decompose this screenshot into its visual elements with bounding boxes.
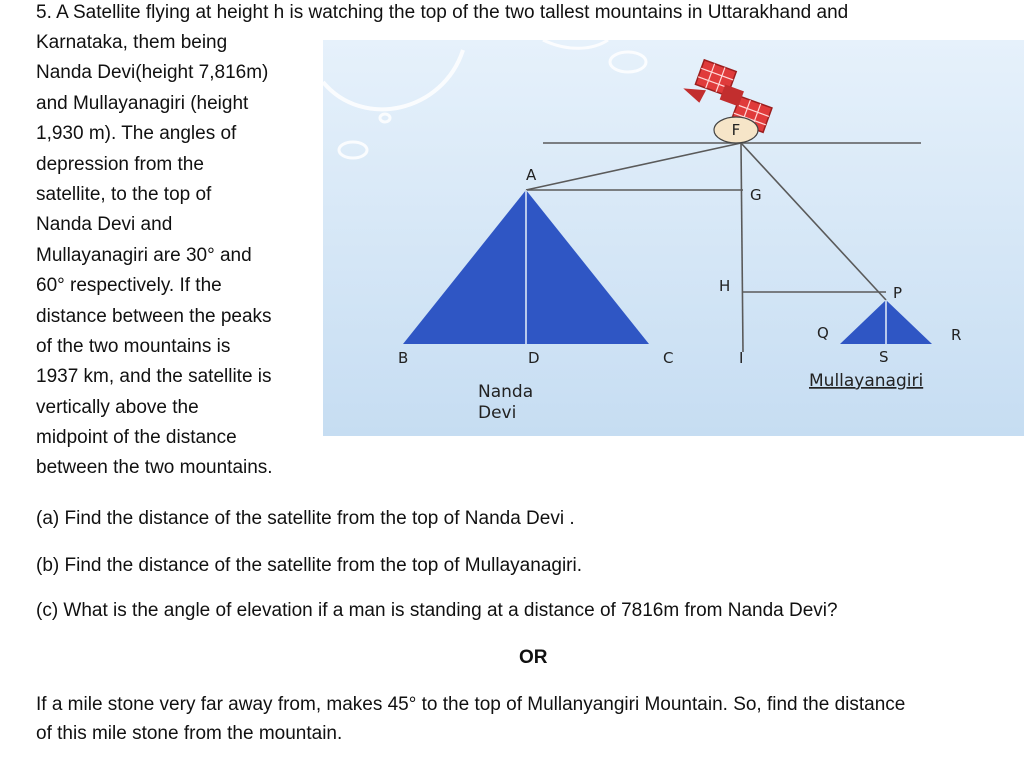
label-b: B <box>398 349 409 367</box>
label-g: G <box>750 186 762 204</box>
alternative-question-line-1: If a mile stone very far away from, makes 45° to the top of Mullanyangiri Mountain. So, find the distance <box>36 694 906 715</box>
label-p: P <box>893 284 903 302</box>
question-line: and Mullayanagiri (height <box>36 92 249 114</box>
nanda-devi-name-line-2: Devi <box>478 403 517 423</box>
question-line: between the two mountains. <box>36 457 273 479</box>
label-s: S <box>879 348 889 366</box>
question-line: Nanda Devi(height 7,816m) <box>36 62 269 84</box>
nanda-devi-name-line-1: Nanda <box>478 382 534 402</box>
alternative-question-line-2: of this mile stone from the mountain. <box>36 723 343 744</box>
label-h: H <box>719 277 731 295</box>
satellite-mountains-diagram <box>323 40 1024 436</box>
label-d: D <box>528 349 540 367</box>
question-line: vertically above the <box>36 396 199 418</box>
label-a: A <box>526 166 537 184</box>
or-separator: OR <box>519 647 548 668</box>
part-a-question: (a) Find the distance of the satellite from the top of Nanda Devi . <box>36 508 575 529</box>
label-r: R <box>951 326 962 344</box>
label-i: I <box>739 349 744 367</box>
question-line: 1,930 m). The angles of <box>36 123 237 145</box>
part-c-question: (c) What is the angle of elevation if a man is standing at a distance of 7816m from Nanda Devi? <box>36 600 838 621</box>
question-wrapped-text <box>36 28 273 484</box>
label-c: C <box>663 349 674 367</box>
question-line: 60° respectively. If the <box>36 275 222 297</box>
question-line-1: 5. A Satellite flying at height h is watching the top of the two tallest mountains in Uttarakhand and <box>36 2 849 23</box>
question-line: Mullayanagiri are 30° and <box>36 244 252 266</box>
label-q: Q <box>817 324 829 342</box>
mullayanagiri-name: Mullayanagiri <box>809 371 924 391</box>
label-f: F <box>731 121 741 139</box>
question-line: depression from the <box>36 153 204 175</box>
question-line: of the two mountains is <box>36 335 231 357</box>
question-line: distance between the peaks <box>36 305 272 327</box>
question-line: Nanda Devi and <box>36 214 173 236</box>
part-b-question: (b) Find the distance of the satellite from the top of Mullayanagiri. <box>36 555 582 576</box>
question-line: Karnataka, them being <box>36 32 228 53</box>
question-line: midpoint of the distance <box>36 427 237 449</box>
question-line: satellite, to the top of <box>36 183 212 205</box>
question-line: 1937 km, and the satellite is <box>36 366 272 388</box>
